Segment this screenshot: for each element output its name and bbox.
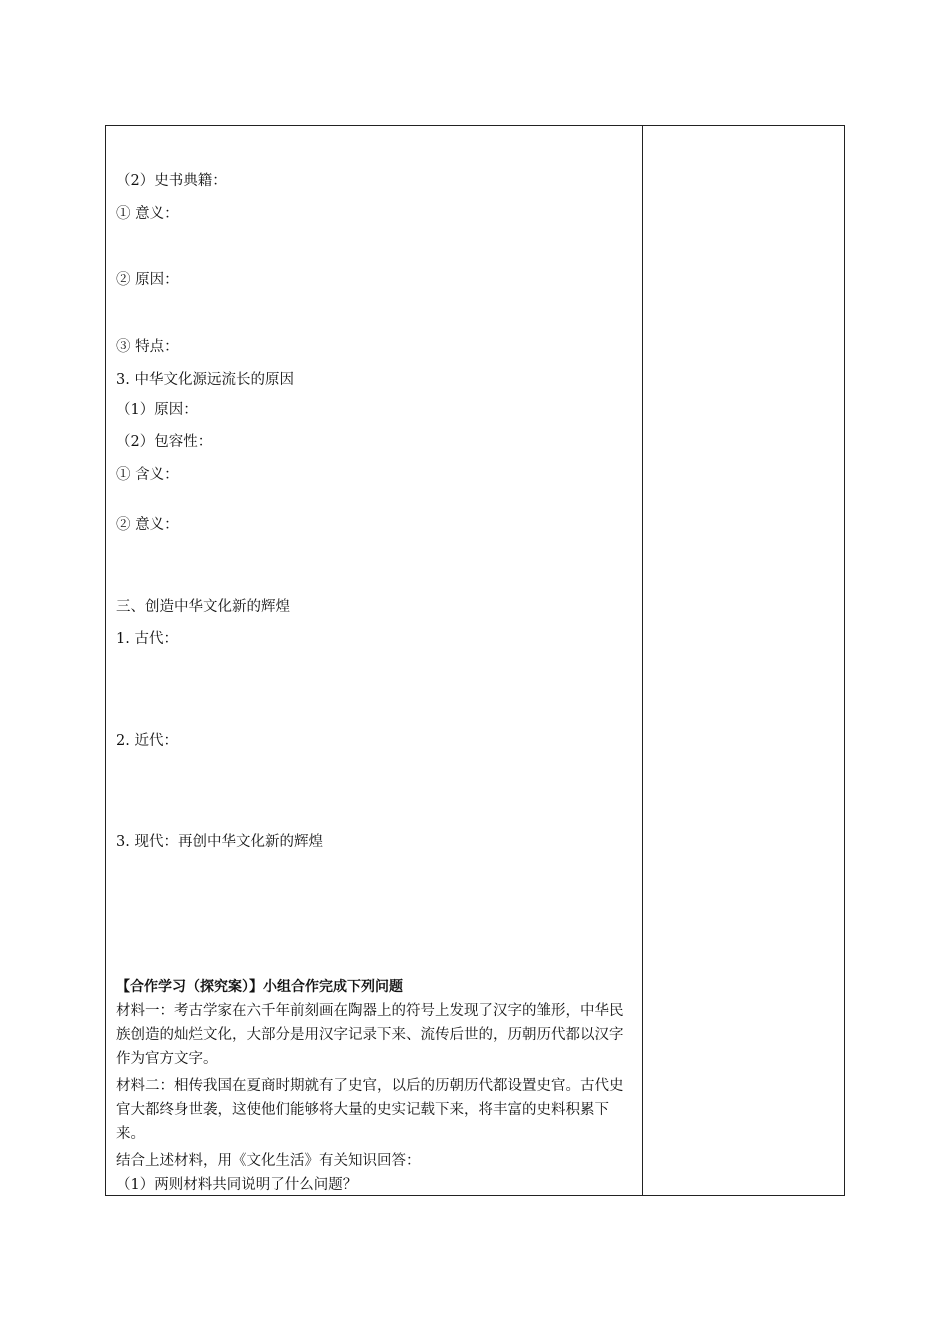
material-two: 材料二：相传我国在夏商时期就有了史官，以后的历朝历代都设置史官。古代史官大都终身世袭，这使他们能够将大量的史实记载下来，将丰富的史料积累下来。 xyxy=(116,1078,624,1142)
coop-learning-heading: 【合作学习（探究案）】小组合作完成下列问题 xyxy=(116,979,403,995)
item-ancient: 1. 古代： xyxy=(116,631,178,647)
item-meaning: ① 含义： xyxy=(116,467,179,483)
heading-culture-reasons: 3. 中华文化源远流长的原因 xyxy=(116,372,294,388)
worksheet-table xyxy=(105,125,845,1196)
instruction-text: 结合上述材料，用《文化生活》有关知识回答： xyxy=(116,1153,421,1169)
question-one: （1）两则材料共同说明了什么问题？ xyxy=(116,1177,358,1193)
column-divider xyxy=(642,126,643,1195)
section-history-books: （2）史书典籍： xyxy=(116,173,227,189)
item-significance: ① 意义： xyxy=(116,206,179,222)
item-contemporary: 3. 现代：再创中华文化新的辉煌 xyxy=(116,834,323,850)
item-inclusiveness: （2）包容性： xyxy=(116,434,213,450)
heading-create-glory: 三、创造中华文化新的辉煌 xyxy=(116,599,290,615)
item-feature: ③ 特点： xyxy=(116,339,179,355)
item-modern: 2. 近代： xyxy=(116,733,178,749)
item-significance-2: ② 意义： xyxy=(116,517,179,533)
material-one: 材料一：考古学家在六千年前刻画在陶器上的符号上发现了汉字的雏形，中华民族创造的灿烂文化，大部分是用汉字记录下来、流传后世的，历朝历代都以汉字作为官方文字。 xyxy=(116,1003,624,1067)
item-reasons: （1）原因： xyxy=(116,402,198,418)
item-reason: ② 原因： xyxy=(116,272,179,288)
